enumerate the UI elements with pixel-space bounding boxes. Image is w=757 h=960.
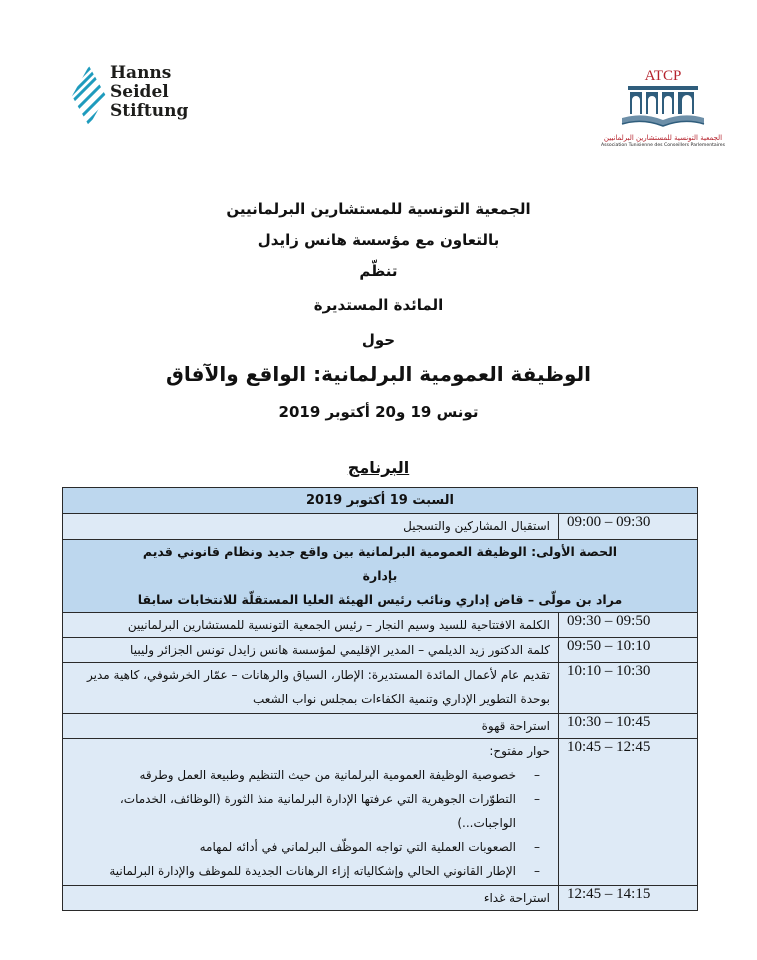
event-type: المائدة المستديرة	[313, 296, 444, 314]
time-cell: 10:10 – 10:30	[559, 663, 698, 714]
day-header-row	[63, 488, 698, 514]
table-row	[63, 613, 698, 638]
list-item	[71, 763, 540, 787]
discussion-topics	[71, 763, 550, 883]
time-cell: 09:50 – 10:10	[559, 638, 698, 663]
arches-book-icon	[620, 84, 706, 130]
topic-text: خصوصية الوظيفة العمومية البرلمانية من حيث التنظيم وطبيعة العمل وطرقه	[139, 768, 516, 782]
organizer-line: الجمعية التونسية للمستشارين البرلمانيين	[226, 200, 531, 218]
about-line: حول	[361, 331, 396, 349]
time-cell: 10:30 – 10:45	[559, 714, 698, 739]
activity-cell: تقديم عام لأعمال المائدة المستديرة: الإطار، السياق والرهانات – عمّار الخرشوفي، كاهية مدير بوحدة التطوير الإداري وتنمية الكفاءات بمجلس نواب الشعب	[63, 663, 559, 714]
hss-diamond-icon	[72, 66, 106, 126]
table-row	[63, 514, 698, 540]
atcp-arabic-name: الجمعية التونسية للمستشارين البرلمانيين	[603, 134, 723, 142]
organizes-line: تنظّم	[359, 262, 398, 280]
activity-cell	[63, 739, 559, 886]
program-heading: البرنامج	[347, 458, 410, 477]
topic-text: التطوّرات الجوهرية التي عرفتها الإدارة البرلمانية منذ الثورة (الوظائف، الخدمات، الواجبات...)	[119, 792, 516, 830]
day-header: السبت 19 أكتوبر 2019	[63, 488, 698, 514]
place-date: تونس 19 و20 أكتوبر 2019	[278, 403, 479, 421]
moderator: مراد بن مولّى – قاض إداري ونائب رئيس الهيئة العليا المستقلّة للانتخابات سابقا	[137, 592, 623, 607]
time-cell: 10:45 – 12:45	[559, 739, 698, 886]
moderation-label: بإدارة	[362, 568, 398, 583]
atcp-title: ATCP	[644, 68, 682, 84]
hss-line-1: Hanns	[110, 63, 172, 83]
hss-wordmark	[110, 64, 188, 121]
open-dialogue-label: حوار مفتوح:	[489, 744, 550, 758]
activity-cell: الكلمة الافتتاحية للسيد وسيم النجار – رئيس الجمعية التونسية للمستشارين البرلمانيين	[63, 613, 559, 638]
table-row	[63, 886, 698, 911]
hss-line-3: Stiftung	[110, 101, 189, 121]
atcp-french-name: Association Tunisienne des Conseillers Parlementaires	[600, 143, 726, 148]
time-cell: 12:45 – 14:15	[559, 886, 698, 911]
activity-cell: استراحة قهوة	[63, 714, 559, 739]
activity-cell: استراحة غداء	[63, 886, 559, 911]
dash-bullet-icon: –	[534, 768, 540, 782]
partnership-line: بالتعاون مع مؤسسة هانس زايدل	[257, 231, 500, 249]
list-item	[71, 787, 540, 835]
event-title: الوظيفة العمومية البرلمانية: الواقع والآفاق	[166, 362, 591, 386]
activity-cell: استقبال المشاركين والتسجيل	[63, 514, 559, 540]
time-cell: 09:00 – 09:30	[559, 514, 698, 540]
table-row	[63, 739, 698, 886]
program-table	[62, 487, 698, 911]
table-row	[63, 714, 698, 739]
topic-text: الصعوبات العملية التي تواجه الموظّف البرلماني في أدائه لمهامه	[199, 840, 516, 854]
list-item	[71, 835, 540, 859]
table-row	[63, 638, 698, 663]
dash-bullet-icon: –	[534, 792, 540, 806]
topic-text: الإطار القانوني الحالي وإشكالياته إزاء الرهانات الجديدة للموظف والإدارة البرلمانية	[109, 864, 516, 878]
time-cell: 09:30 – 09:50	[559, 613, 698, 638]
session-row	[63, 540, 698, 613]
atcp-logo	[598, 68, 728, 148]
dash-bullet-icon: –	[534, 864, 540, 878]
hanns-seidel-stiftung-logo	[72, 62, 212, 132]
hss-line-2: Seidel	[110, 82, 169, 102]
session-cell	[63, 540, 698, 613]
list-item	[71, 859, 540, 883]
session-title: الحصة الأولى: الوظيفة العمومية البرلمانية بين واقع جديد ونظام قانوني قديم	[142, 544, 618, 559]
activity-cell: كلمة الدكتور زيد الديلمي – المدير الإقليمي لمؤسسة هانس زايدل تونس الجزائر وليبيا	[63, 638, 559, 663]
dash-bullet-icon: –	[534, 840, 540, 854]
table-row	[63, 663, 698, 714]
